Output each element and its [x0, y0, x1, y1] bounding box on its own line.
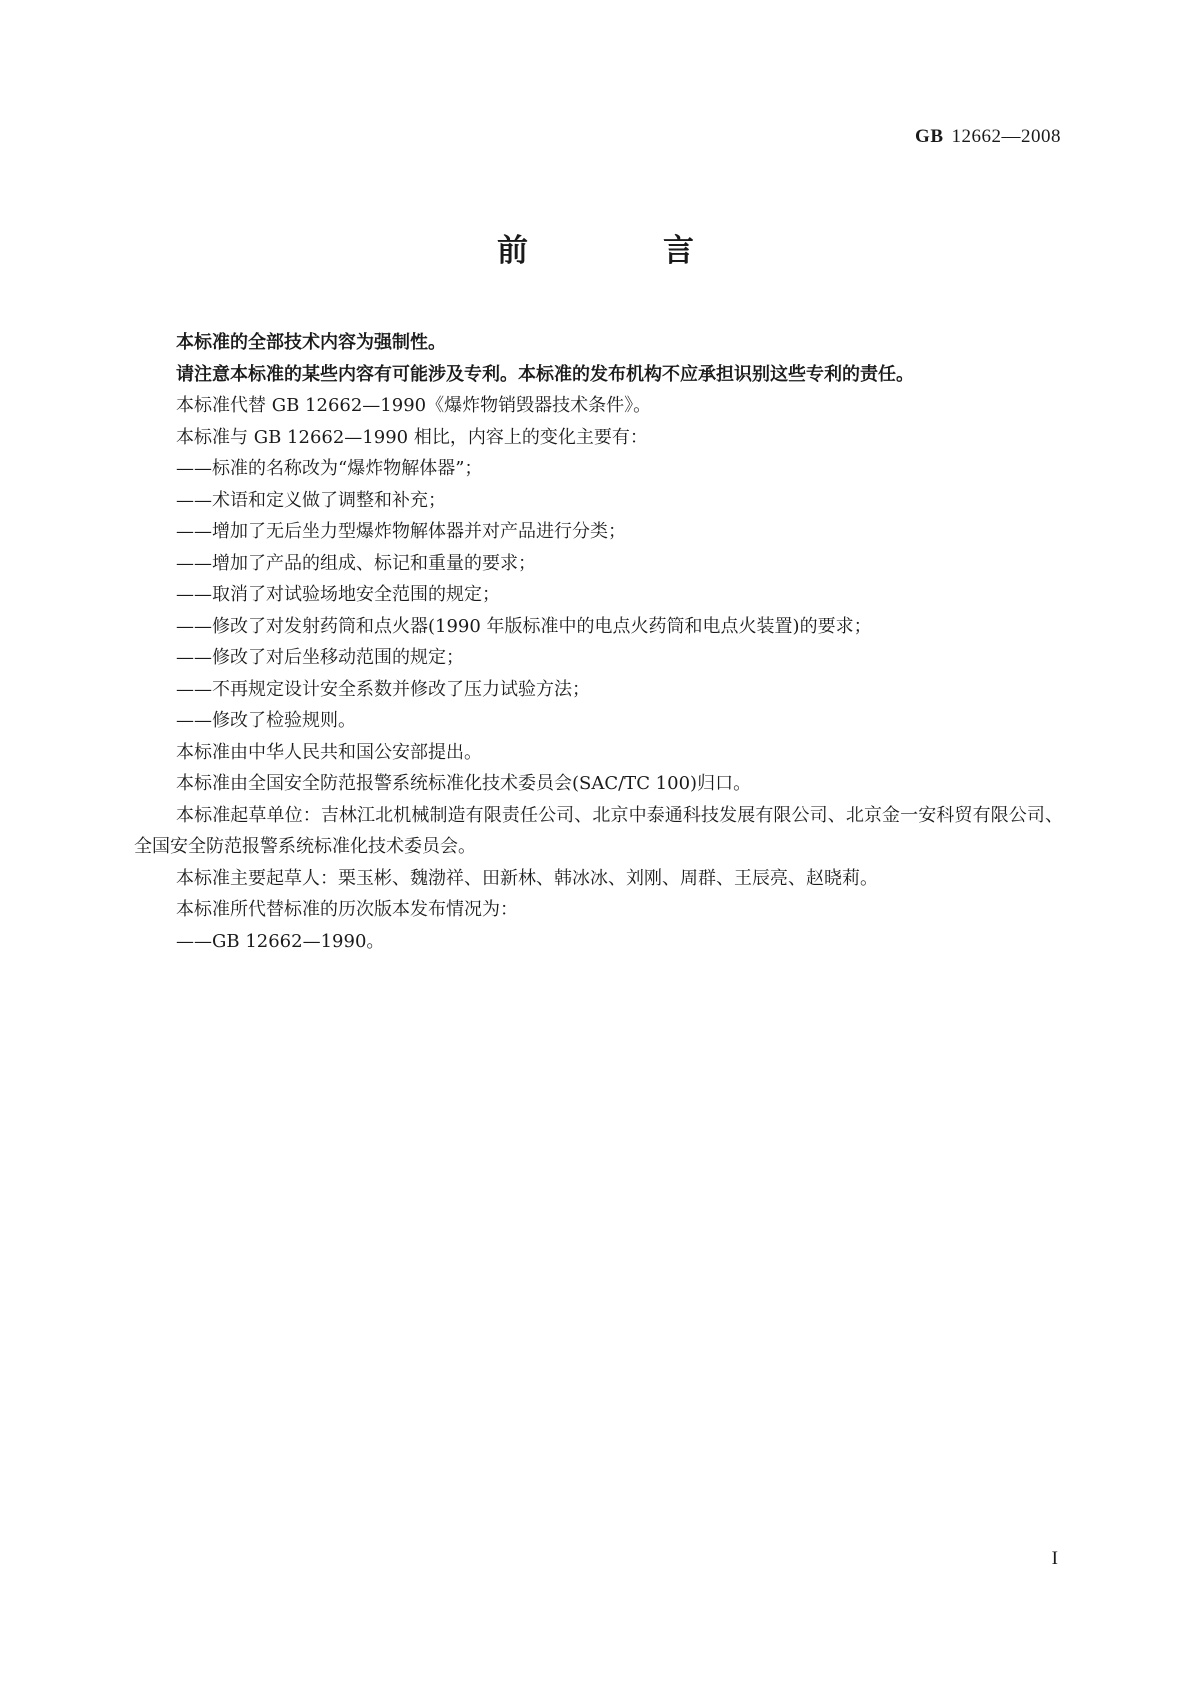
- change-item: ——标准的名称改为“爆炸物解体器”；: [176, 458, 483, 479]
- change-item: ——修改了对后坐移动范围的规定；: [176, 647, 464, 668]
- paragraph-centralized-by: 本标准由全国安全防范报警系统标准化技术委员会(SAC/TC 100)归口。: [176, 773, 752, 794]
- change-item: ——取消了对试验场地安全范围的规定；: [176, 584, 500, 605]
- paragraph-patent-notice: 请注意本标准的某些内容有可能涉及专利。本标准的发布机构不应承担识别这些专利的责任。: [176, 363, 914, 385]
- standard-code-number: 12662—2008: [951, 126, 1061, 147]
- paragraph-proposed-by: 本标准由中华人民共和国公安部提出。: [176, 741, 482, 763]
- paragraph-changes-intro: 本标准与 GB 12662—1990 相比，内容上的变化主要有：: [176, 426, 648, 448]
- change-item: ——增加了无后坐力型爆炸物解体器并对产品进行分类；: [176, 521, 626, 542]
- change-item: ——修改了检验规则。: [176, 710, 356, 731]
- change-item: ——术语和定义做了调整和补充；: [176, 489, 446, 511]
- page-title: 前 言: [497, 233, 746, 269]
- paragraph-drafters: 本标准主要起草人：栗玉彬、魏渤祥、田新林、韩冰冰、刘刚、周群、王辰亮、赵晓莉。: [176, 867, 878, 889]
- version-item: ——GB 12662—1990。: [176, 930, 385, 952]
- paragraph-drafting-units: 本标准起草单位：吉林江北机械制造有限责任公司、北京中泰通科技发展有限公司、北京金一安科贸有限公司、全国安全防范报警系统标准化技术委员会。: [134, 804, 1063, 857]
- foreword-body: [134, 327, 1063, 957]
- standard-code: [915, 126, 1061, 148]
- page-number: I: [1051, 1548, 1058, 1569]
- paragraph-replaces: 本标准代替 GB 12662—1990《爆炸物销毁器技术条件》。: [176, 395, 652, 416]
- change-item: ——不再规定设计安全系数并修改了压力试验方法；: [176, 678, 590, 700]
- standard-code-prefix: GB: [915, 126, 944, 147]
- change-item: ——增加了产品的组成、标记和重量的要求；: [176, 552, 536, 574]
- change-item: ——修改了对发射药筒和点火器(1990 年版标准中的电点火药筒和电点火装置)的要求；: [176, 615, 872, 637]
- paragraph-version-history: 本标准所代替标准的历次版本发布情况为：: [176, 899, 518, 920]
- paragraph-mandatory: 本标准的全部技术内容为强制性。: [176, 332, 446, 353]
